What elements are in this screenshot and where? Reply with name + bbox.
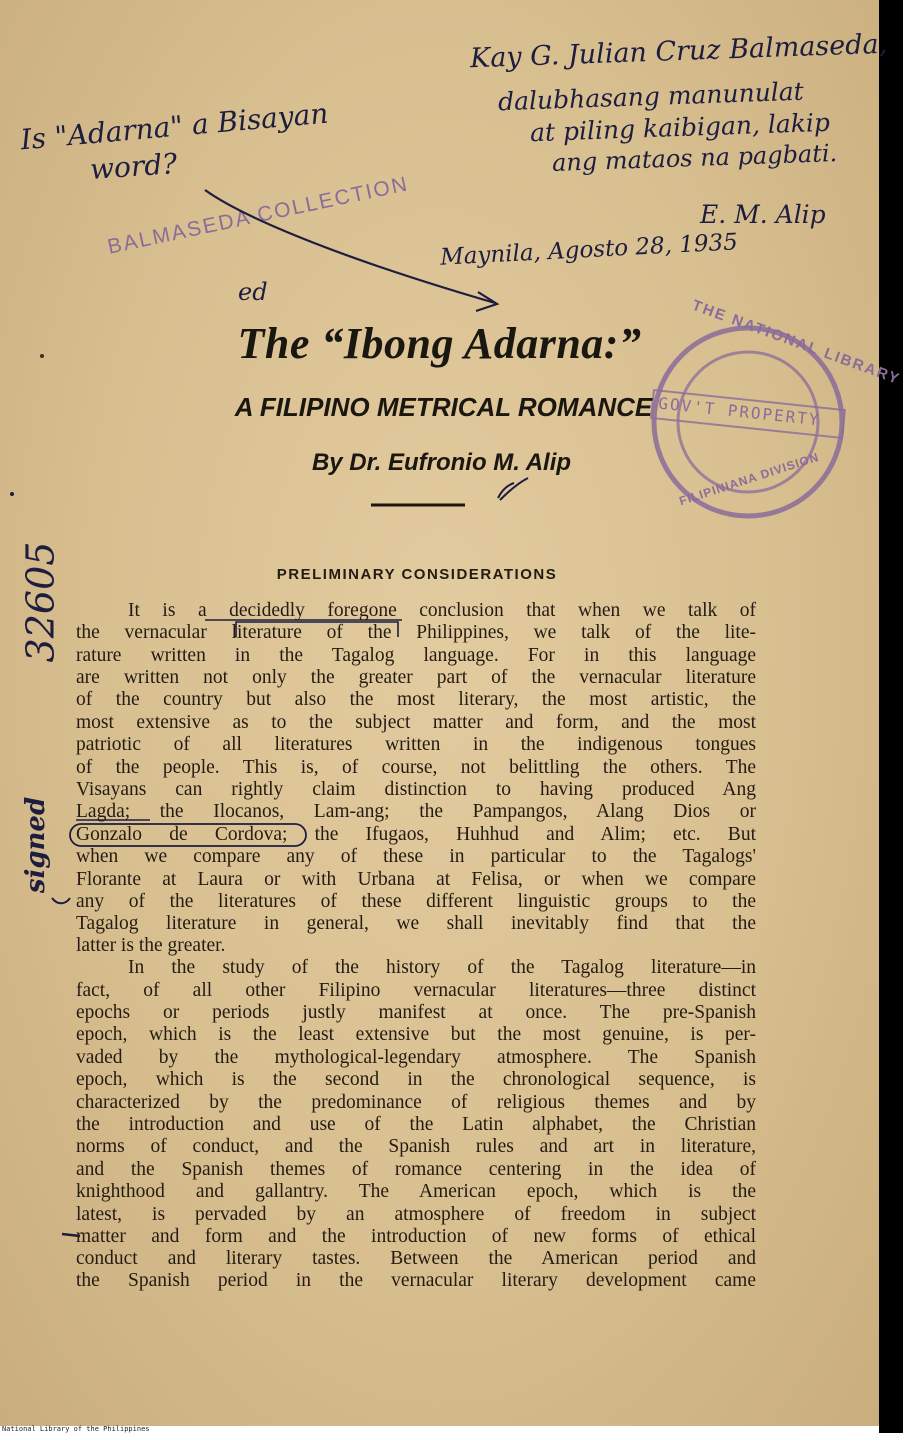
body-line: fact, of all other Filipino vernacular literatures—three distinct	[76, 980, 756, 1001]
body-line: It is a decidedly foregone conclusion that when we talk of	[128, 600, 756, 621]
body-line: matter and form and the introduction of new forms of ethical	[76, 1226, 756, 1247]
page-subtitle: A FILIPINO METRICAL ROMANCE	[234, 392, 653, 422]
body-line: the Spanish period in the vernacular literary development came	[76, 1270, 756, 1291]
body-line: knighthood and gallantry. The American epoch, which is the	[76, 1181, 756, 1202]
body-line: Gonzalo de Cordova; the Ifugaos, Huhhud and Alim; etc. But	[76, 824, 756, 845]
body-line: Florante at Laura or with Urbana at Felisa, or when we compare	[76, 869, 756, 890]
body-line: patriotic of all literatures written in the indigenous tongues	[76, 734, 756, 755]
body-line: epochs or periods justly manifest at once. The pre-Spanish	[76, 1002, 756, 1023]
arrow-line	[205, 190, 495, 303]
inscription-line-2: dalubhasang manunulat	[497, 76, 805, 117]
body-line: norms of conduct, and the Spanish rules and art in literature,	[76, 1136, 756, 1157]
signature: E. M. Alip	[700, 200, 826, 229]
body-line: Lagda; the Ilocanos, Lam-ang; the Pampangos, Alang Dios or	[76, 801, 756, 822]
collection-stamp: BALMASEDA COLLECTION	[105, 172, 411, 259]
stamp-ring-text: THE NATIONAL LIBRARY	[689, 296, 903, 389]
body-line: vaded by the mythological-legendary atmosphere. The Spanish	[76, 1047, 756, 1068]
body-line: latest, is pervaded by an atmosphere of freedom in subject	[76, 1204, 756, 1225]
body-line: and the Spanish themes of romance centering in the idea of	[76, 1159, 756, 1180]
page-title: The “Ibong Adarna:”	[237, 319, 642, 368]
inscription-line-4: ang mataos na pagbati.	[551, 139, 838, 177]
body-line: of the country but also the most literary, the most artistic, the	[76, 689, 756, 710]
catalogue-number: 32605	[18, 541, 63, 663]
footer-credit: National Library of the Philippines	[2, 1425, 150, 1433]
section-heading: PRELIMINARY CONSIDERATIONS	[276, 566, 558, 583]
inscription-line-1: Kay G. Julian Cruz Balmaseda,	[469, 28, 888, 75]
body-line: Visayans can rightly claim distinction to having produced Ang	[76, 779, 756, 800]
body-line: the vernacular literature of the Philippines, we talk of the lite-	[76, 622, 756, 643]
body-line: rature written in the Tagalog language. For in this language	[76, 645, 756, 666]
small-mark: ed	[238, 278, 268, 306]
body-line: epoch, which is the least extensive but the most genuine, is per-	[76, 1024, 756, 1045]
side-scribble: signed	[21, 796, 52, 894]
author-line: By Dr. Eufronio M. Alip	[311, 449, 572, 476]
body-line: any of the literatures of these different linguistic groups to the	[76, 891, 756, 912]
check-mark	[498, 478, 528, 500]
body-line: of the people. This is, of course, not belittling the others. The	[76, 757, 756, 778]
body-line: conduct and literary tastes. Between the American period and	[76, 1248, 756, 1269]
question-line-2: word?	[88, 147, 179, 186]
body-line: the introduction and use of the Latin alphabet, the Christian	[76, 1114, 756, 1135]
body-line: Tagalog literature in general, we shall inevitably find that the	[76, 913, 756, 934]
date-line: Maynila, Agosto 28, 1935	[439, 229, 739, 271]
inscription-line-3: at piling kaibigan, lakip	[529, 107, 831, 148]
body-line: are written not only the greater part of the vernacular literature	[76, 667, 756, 688]
stamp-band-text: GOV'T PROPERTY	[657, 393, 822, 430]
stamp-bottom-text: FILIPINIANA DIVISION	[677, 449, 821, 509]
question-line-1: Is "Adarna" a Bisayan	[19, 96, 330, 157]
body-line: epoch, which is the second in the chronological sequence, is	[76, 1069, 756, 1090]
body-line: when we compare any of these in particular to the Tagalogs'	[76, 846, 756, 867]
body-line: In the study of the history of the Tagalog literature—in	[128, 957, 756, 978]
body-line: latter is the greater.	[76, 935, 226, 956]
dot-left	[10, 492, 14, 496]
margin-hook	[52, 898, 70, 903]
body-line: most extensive as to the subject matter and form, and the most	[76, 712, 756, 733]
body-line: characterized by the predominance of religious themes and by	[76, 1092, 756, 1113]
